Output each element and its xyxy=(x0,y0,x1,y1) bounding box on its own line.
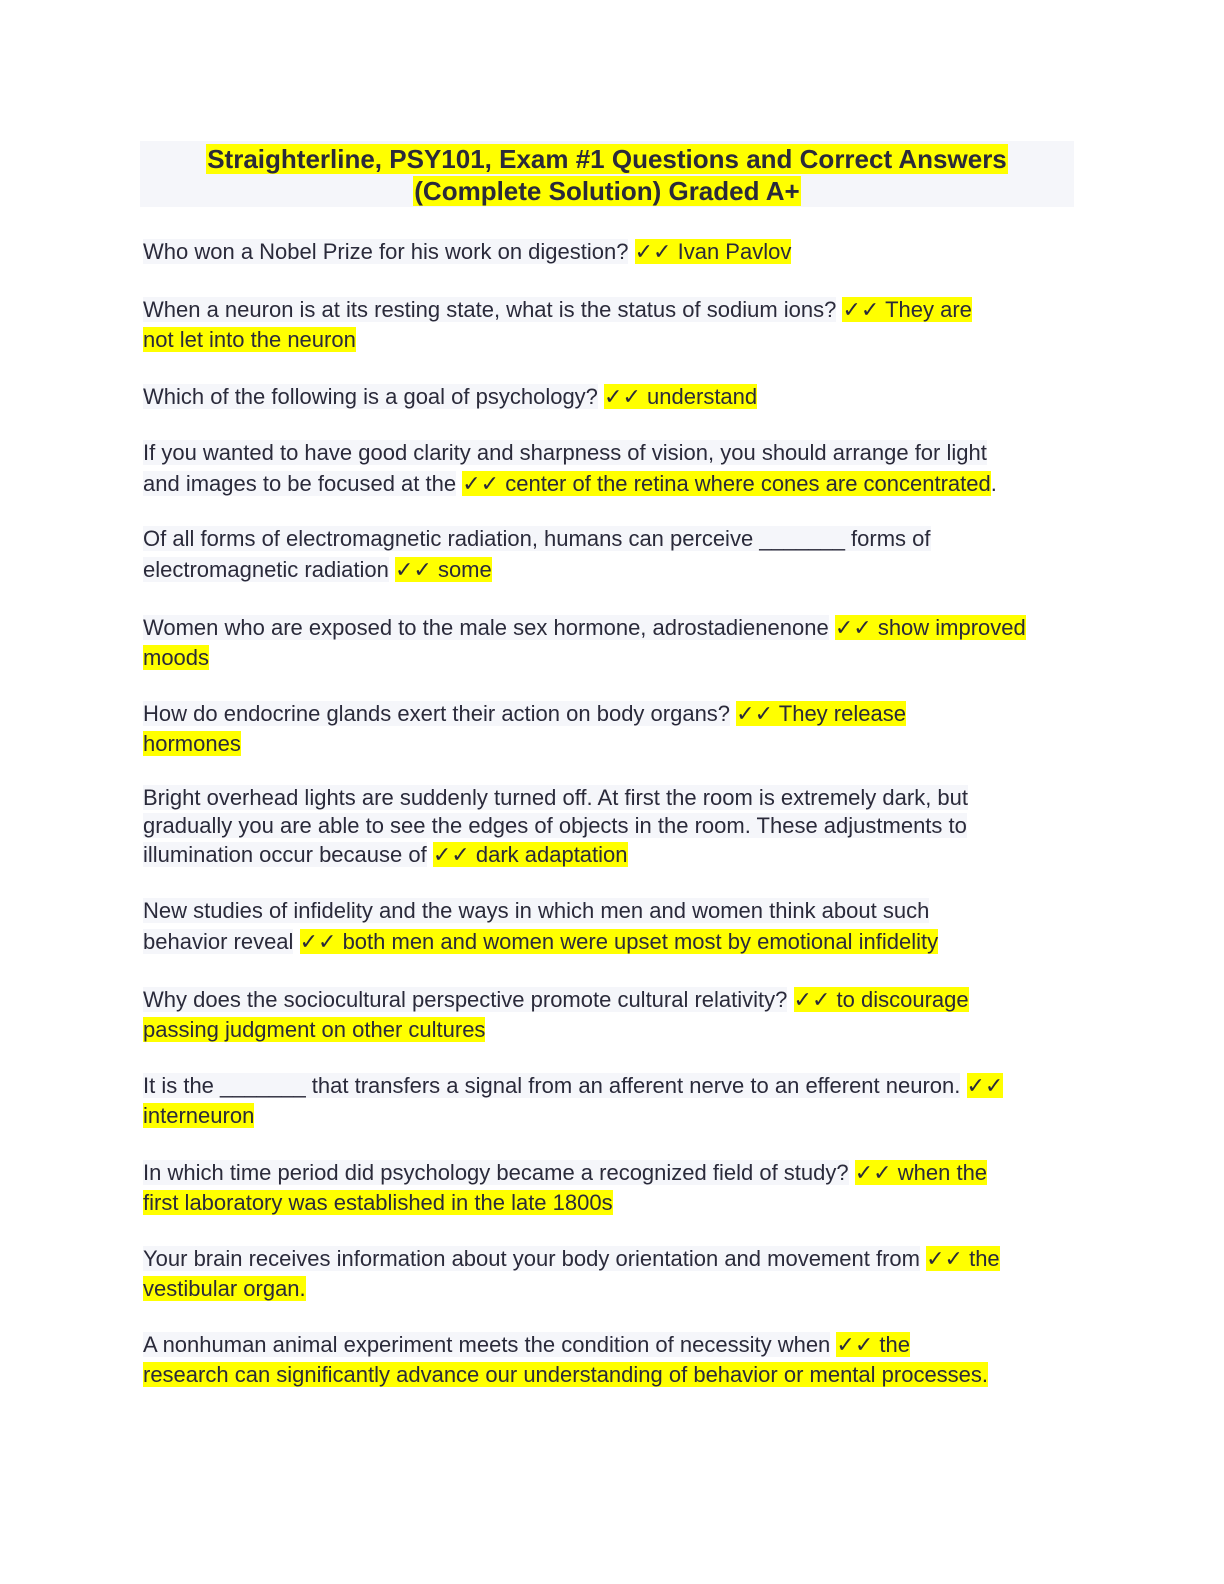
checkmark-icon: ✓✓ xyxy=(736,701,774,726)
question-text: A nonhuman animal experiment meets the condition of necessity when xyxy=(143,1332,831,1357)
answer-text: to discourage xyxy=(836,987,969,1012)
answer-text: hormones xyxy=(143,730,241,756)
answer-text: show improved xyxy=(877,615,1026,640)
checkmark-icon: ✓✓ xyxy=(634,239,672,264)
answer-text: passing judgment on other cultures xyxy=(143,1016,486,1042)
qa-item-6 xyxy=(143,613,1026,672)
answer-text: vestibular organ. xyxy=(143,1275,306,1301)
answer-text: interneuron xyxy=(143,1102,255,1128)
question-text: Which of the following is a goal of psychology? xyxy=(143,384,598,409)
question-text: When a neuron is at its resting state, what is the status of sodium ions? xyxy=(143,297,837,322)
checkmark-icon: ✓✓ xyxy=(462,470,500,496)
answer-text: the xyxy=(969,1246,1000,1271)
checkmark-icon: ✓✓ xyxy=(793,987,831,1012)
checkmark-icon: ✓✓ xyxy=(604,384,641,409)
checkmark-icon: ✓✓ xyxy=(394,556,432,582)
question-text: illumination occur because of xyxy=(143,842,427,867)
question-text: Your brain receives information about your body orientation and movement from xyxy=(143,1246,920,1271)
question-text: Women who are exposed to the male sex hormone, adrostadienenone xyxy=(143,615,829,640)
question-text: New studies of infidelity and the ways in which men and women think about such xyxy=(143,898,930,923)
question-text: electromagnetic radiation xyxy=(143,556,389,582)
question-text: behavior reveal xyxy=(143,928,294,954)
checkmark-icon: ✓✓ xyxy=(842,297,880,322)
answer-text: when the xyxy=(897,1160,988,1185)
qa-item-10 xyxy=(143,985,969,1044)
qa-item-8 xyxy=(143,783,968,870)
qa-item-11 xyxy=(143,1071,1003,1130)
answer-text: the xyxy=(879,1332,911,1357)
qa-item-14 xyxy=(143,1330,988,1389)
answer-text: research can significantly advance our understanding of behavior or mental processes. xyxy=(143,1361,989,1387)
qa-item-7 xyxy=(143,699,906,758)
qa-item-1 xyxy=(143,237,791,267)
question-text: and images to be focused at the xyxy=(143,470,457,496)
question-text: It is the _______ that transfers a signal from an afferent nerve to an efferent neuron. xyxy=(143,1073,961,1098)
answer-text: understand xyxy=(647,384,758,409)
question-text: Why does the sociocultural perspective promote cultural relativity? xyxy=(143,987,788,1012)
checkmark-icon: ✓✓ xyxy=(854,1160,892,1185)
question-text: Of all forms of electromagnetic radiation, humans can perceive _______ forms of xyxy=(143,526,931,551)
answer-text: first laboratory was established in the late 1800s xyxy=(143,1189,613,1215)
question-text: Bright overhead lights are suddenly turned off. At first the room is extremely dark, but xyxy=(143,785,969,810)
checkmark-icon: ✓✓ xyxy=(834,615,872,640)
answer-text: center of the retina where cones are concentrated xyxy=(505,470,991,496)
answer-text: some xyxy=(437,556,492,582)
checkmark-icon: ✓✓ xyxy=(299,928,337,954)
checkmark-icon: ✓✓ xyxy=(926,1246,963,1271)
question-text: If you wanted to have good clarity and sharpness of vision, you should arrange for light xyxy=(143,440,987,465)
checkmark-icon: ✓✓ xyxy=(966,1073,1004,1098)
question-text: Who won a Nobel Prize for his work on digestion? xyxy=(143,239,629,264)
answer-text: both men and women were upset most by emotional infidelity xyxy=(342,928,939,954)
qa-item-12 xyxy=(143,1158,987,1217)
title-line-1: Straighterline, PSY101, Exam #1 Questions and Correct Answers xyxy=(207,144,1007,174)
qa-item-5 xyxy=(143,524,931,584)
answer-text: not let into the neuron xyxy=(143,326,356,352)
answer-text: They release xyxy=(778,701,906,726)
qa-item-2 xyxy=(143,295,972,354)
document-title xyxy=(140,141,1074,207)
qa-item-3 xyxy=(143,382,757,412)
qa-item-9 xyxy=(143,896,938,956)
qa-item-4: If you wanted to have good clarity and sharpness of vision, you should arrange for light and images to be focused at the ✓✓ center of the retina where cones are concentrated. xyxy=(143,440,997,496)
question-text: In which time period did psychology became a recognized field of study? xyxy=(143,1160,849,1185)
qa-item-13 xyxy=(143,1244,1000,1303)
answer-text: dark adaptation xyxy=(475,842,628,867)
answer-text: Ivan Pavlov xyxy=(677,239,792,264)
answer-text: moods xyxy=(143,644,210,670)
title-line-2: (Complete Solution) Graded A+ xyxy=(414,176,800,206)
question-text: gradually you are able to see the edges of objects in the room. These adjustments to xyxy=(143,813,967,838)
checkmark-icon: ✓✓ xyxy=(432,842,470,867)
answer-text: They are xyxy=(885,297,972,322)
checkmark-icon: ✓✓ xyxy=(836,1332,874,1357)
question-text: How do endocrine glands exert their action on body organs? xyxy=(143,701,731,726)
